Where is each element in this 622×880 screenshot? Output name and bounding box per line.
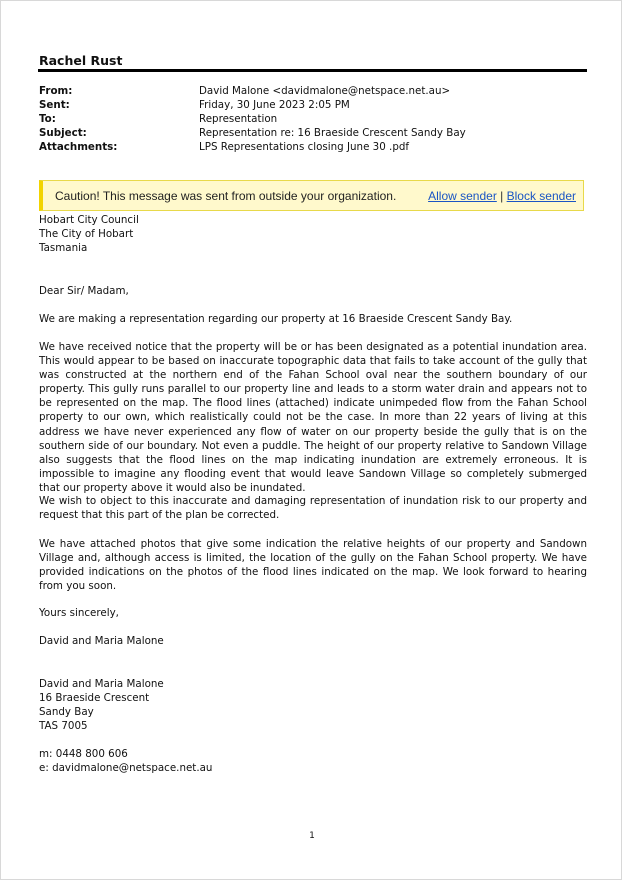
sent-value: Friday, 30 June 2023 2:05 PM: [199, 99, 350, 111]
allow-sender-link[interactable]: Allow sender: [428, 189, 497, 203]
attachments-label: Attachments:: [39, 141, 118, 153]
sender-actions: [428, 189, 576, 203]
address-line: 16 Braeside Crescent: [39, 692, 150, 705]
address-line: David and Maria Malone: [39, 678, 164, 690]
contact-details: [39, 747, 587, 775]
sent-label: Sent:: [39, 99, 70, 111]
closing: Yours sincerely,: [39, 607, 119, 619]
page-number: 1: [309, 831, 315, 841]
mobile-number: m: 0448 800 606: [39, 748, 128, 760]
recipient-line: Hobart City Council: [39, 214, 139, 226]
to-label: To:: [39, 113, 56, 125]
subject-value: Representation re: 16 Braeside Crescent Sandy Bay: [199, 127, 466, 139]
body-paragraph-3: We wish to object to this inaccurate and damaging representation of inundation risk to our property and request that this part of the plan be corrected.: [39, 495, 587, 522]
email-address[interactable]: e: davidmalone@netspace.net.au: [39, 762, 213, 775]
sender-actions-separator: |: [500, 189, 504, 203]
address-line: Sandy Bay: [39, 706, 94, 719]
signature: David and Maria Malone: [39, 635, 164, 647]
external-sender-warning-banner: [39, 180, 584, 211]
body-paragraph-2: We have received notice that the property will be or has been designated as a potential inundation area. This would appear to be based on inaccurate topographic data that fails to take account of the gully that was constructed at the northern end of the Fahan School oval near the southern boundary of our property. This gully runs parallel to our property line and leads to a storm water drain and appears not to be represented on the map. The flood lines (attached) indicate unimpeded flow from the Fahan School property to our own, which realistically could not be the case. In more than 22 years of living at this address we have never experienced any flow of water on our property beside the gully that is on the southern side of our boundary. Not even a puddle. The height of our property relative to Sandown Village also suggests that the flood lines on the map indicating inundation are extremely erroneous. It is impossible to imagine any flooding event that would leave Sandown Village so completely submerged that our property above it would also be inundated.: [39, 341, 587, 494]
to-value: Representation: [199, 113, 278, 125]
sender-address: [39, 677, 587, 733]
recipient-address: [39, 213, 587, 255]
body-paragraph-1: We are making a representation regarding our property at 16 Braeside Crescent Sandy Bay.: [39, 313, 513, 325]
attachment-file[interactable]: LPS Representations closing June 30 .pdf: [199, 141, 410, 153]
subject-label: Subject:: [39, 127, 87, 139]
from-label: From:: [39, 85, 73, 97]
recipient-line: The City of Hobart: [39, 228, 134, 241]
warning-message: Caution! This message was sent from outside your organization.: [55, 189, 397, 203]
body-paragraph-4: We have attached photos that give some indication the relative heights of our property and Sandown Village and, although access is limited, the location of the gully on the Fahan School property. We have provided indications on the photos of the flood lines indicated on the map. We look forward to hearing from you soon.: [39, 538, 587, 593]
from-value: David Malone <davidmalone@netspace.net.au>: [199, 85, 451, 97]
header-rule: [38, 69, 587, 72]
address-line: TAS 7005: [39, 720, 88, 733]
mailbox-owner-name: Rachel Rust: [39, 53, 123, 68]
recipient-line: Tasmania: [39, 242, 88, 255]
salutation: Dear Sir/ Madam,: [39, 285, 129, 297]
block-sender-link[interactable]: Block sender: [506, 189, 576, 203]
